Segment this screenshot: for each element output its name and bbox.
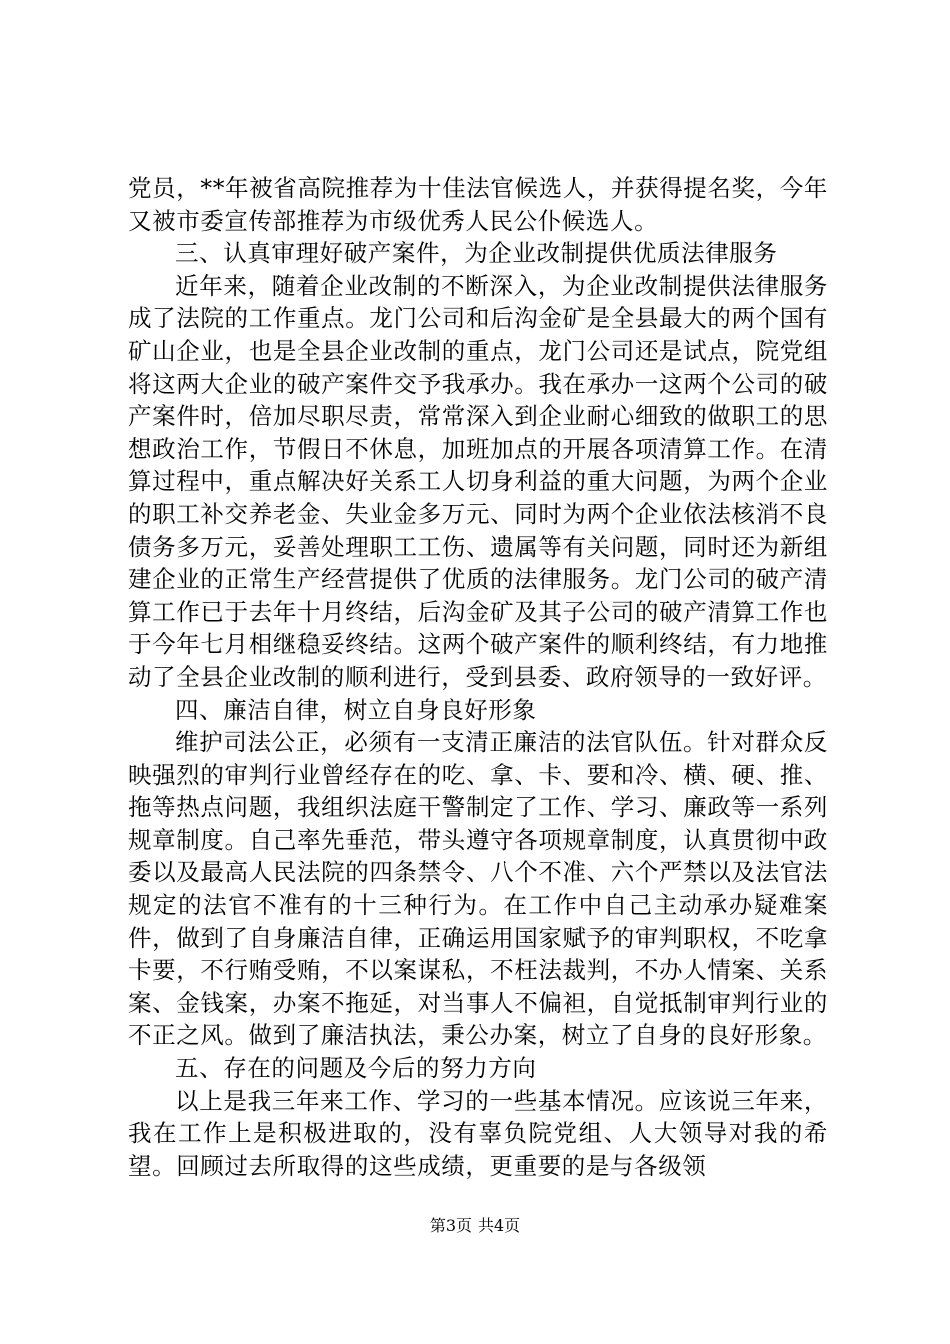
paragraph-bankruptcy-cases: 近年来，随着企业改制的不断深入，为企业改制提供法律服务成了法院的工作重点。龙门公司和后沟金矿是全县最大的两个国有矿山企业，也是全县企业改制的重点，龙门公司还是试点，院党组将这两大企业的破产案件交予我承办。我在承办一这两个公司的破产案件时，倍加尽职尽责，常常深入到企业耐心细致的做职工的思想政治工作，节假日不休息，加班加点的开展各项清算工作。在清算过程中，重点解决好关系工人切身利益的重大问题，为两个企业的职工补交养老金、失业金多万元、同时为两个企业依法核消不良债务多万元，妥善处理职工工伤、遗属等有关问题，同时还为新组建企业的正常生产经营提供了优质的法律服务。龙门公司的破产清算工作已于去年十月终结，后沟金矿及其子公司的破产清算工作也于今年七月相继稳妥终结。这两个破产案件的顺利终结，有力地推动了全县企业改制的顺利进行，受到县委、政府领导的一致好评。: [128, 271, 828, 691]
paragraph-continuation: 党员，**年被省高院推荐为十佳法官候选人，并获得提名奖，今年又被市委宣传部推荐为市级优秀人民公仆候选人。: [128, 174, 828, 235]
section-heading-3: 三、认真审理好破产案件，为企业改制提供优质法律服务: [175, 239, 778, 268]
page-footer: [0, 1216, 950, 1236]
page-number: 第3页: [429, 1216, 472, 1235]
document-body: [128, 172, 828, 1182]
page-total: 共4页: [478, 1216, 521, 1235]
paragraph-summary: 以上是我三年来工作、学习的一些基本情况。应该说三年来，我在工作上是积极进取的，没有辜负院党组、人大领导对我的希望。回顾过去所取得的这些成绩，更重要的是与各级领: [128, 1086, 828, 1180]
section-heading-4: 四、廉洁自律，树立自身良好形象: [175, 695, 537, 724]
section-heading-5: 五、存在的问题及今后的努力方向: [175, 1054, 537, 1083]
paragraph-integrity: 维护司法公正，必须有一支清正廉洁的法官队伍。针对群众反映强烈的审判行业曾经存在的吃、拿、卡、要和冷、横、硬、推、拖等热点问题，我组织法庭干警制定了工作、学习、廉政等一系列规章制度。自己率先垂范，带头遵守各项规章制度，认真贯彻中政委以及最高人民法院的四条禁令、八个不准、六个严禁以及法官法规定的法官不准有的十三种行为。在工作中自己主动承办疑难案件，做到了自身廉洁自律，正确运用国家赋予的审判职权，不吃拿卡要，不行贿受贿，不以案谋私，不枉法裁判，不办人情案、关系案、金钱案，办案不拖延，对当事人不偏袒，自觉抵制审判行业的不正之风。做到了廉洁执法，秉公办案，树立了自身的良好形象。: [128, 728, 828, 1050]
